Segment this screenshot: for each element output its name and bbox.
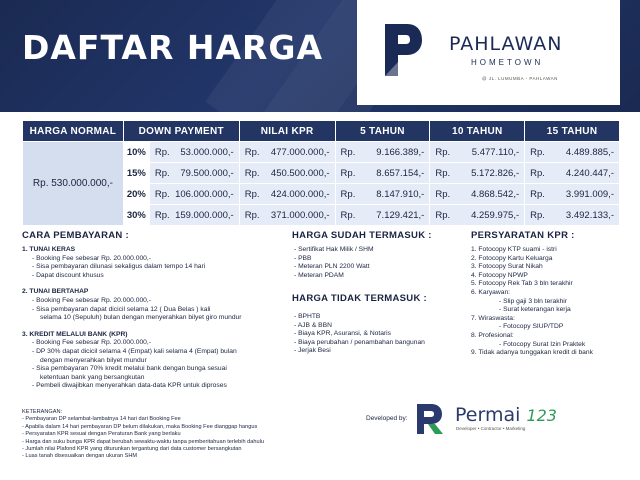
keterangan-heading: KETERANGAN:	[22, 409, 63, 415]
angsuran-10-tahun-cell	[430, 142, 525, 163]
header-15-tahun: 15 TAHUN	[525, 121, 620, 142]
amount-value: 477.000.000,-	[270, 146, 330, 158]
list-item: - Surat keterangan kerja	[499, 306, 571, 314]
list-item: ketentuan bank yang bersangkutan	[40, 373, 145, 381]
currency-label: Rp.	[340, 188, 356, 200]
tunai-keras-title: 1. TUNAI KERAS	[22, 246, 76, 253]
currency-label: Rp.	[154, 188, 170, 200]
list-item: selama 10 (Sepuluh) bulan dengan menyerahkan bilyet giro mundur	[40, 314, 242, 322]
currency-label: Rp.	[244, 209, 260, 221]
amount-value: 4.240.447,-	[565, 167, 614, 179]
amount-value: 4.489.885,-	[565, 146, 614, 158]
currency-label: Rp.	[340, 209, 356, 221]
currency-label: Rp.	[435, 188, 451, 200]
list-item: dengan menyerahkan bilyet mundur	[40, 356, 147, 364]
currency-label: Rp.	[435, 146, 451, 158]
angsuran-15-tahun-cell	[525, 142, 620, 163]
nilai-kpr-cell	[239, 163, 335, 184]
dp-percent-cell: 20%	[123, 184, 149, 205]
cara-pembayaran-heading: CARA PEMBAYARAN :	[22, 230, 129, 241]
dp-percent-cell: 30%	[123, 205, 149, 226]
down-payment-cell	[149, 163, 239, 184]
currency-label: Rp.	[154, 146, 170, 158]
list-item: - Jumlah nilai Plafond KPR yang diturunkan tergantung dari data customer bersangkutan	[22, 446, 242, 453]
nilai-kpr-cell	[239, 205, 335, 226]
termasuk-list	[294, 246, 454, 280]
brand-address: @ JL. LUMUMBA - PAHLAWAN	[482, 76, 558, 81]
list-item: - Jerjak Besi	[294, 347, 331, 355]
down-payment-cell	[149, 205, 239, 226]
header-nilai-kpr: NILAI KPR	[239, 121, 335, 142]
pahlawan-logo-icon	[381, 22, 423, 78]
tidak-termasuk-list	[294, 313, 464, 356]
list-item: - Slip gaji 3 bln terakhir	[499, 297, 568, 305]
header-10-tahun: 10 TAHUN	[430, 121, 525, 142]
amount-value: 79.500.000,-	[180, 167, 234, 179]
amount-value: 8.657.154,-	[376, 167, 425, 179]
amount-value: 53.000.000,-	[180, 146, 234, 158]
list-item: - Sisa pembayaran dilunasi sekaligus dalam tempo 14 hari	[32, 263, 206, 271]
list-item: - Persyaratan KPR sesuai dengan Peraturan Bank yang berlaku	[22, 431, 181, 438]
angsuran-15-tahun-cell	[525, 163, 620, 184]
angsuran-5-tahun-cell	[335, 163, 430, 184]
currency-label: Rp.	[530, 146, 545, 158]
list-item: 9. Tidak adanya tunggakan kredit di bank	[471, 349, 593, 357]
amount-value: 450.500.000,-	[270, 167, 330, 179]
permai-name-text: Permai	[455, 404, 521, 426]
list-item: - Apabila dalam 14 hari pembayaran DP belum dilakukan, maka Booking Fee dianggap hangus	[22, 423, 258, 430]
list-item: - Biaya KPR, Asuransi, & Notaris	[294, 330, 392, 338]
list-item: - BPHTB	[294, 313, 321, 320]
angsuran-15-tahun-cell	[525, 205, 620, 226]
kpr-title: 3. KREDIT MELALUI BANK (KPR)	[22, 330, 128, 338]
tunai-bertahap-title: 2. TUNAI BERTAHAP	[22, 288, 89, 296]
dp-percent-cell: 15%	[123, 163, 149, 184]
list-item: - AJB & BBN	[294, 321, 332, 329]
currency-label: Rp.	[530, 209, 545, 221]
list-item: 1. Fotocopy KTP suami - istri	[471, 246, 557, 253]
currency-label: Rp.	[154, 167, 170, 179]
list-item: 4. Fotocopy NPWP	[471, 271, 528, 279]
persyaratan-heading: PERSYARATAN KPR :	[471, 230, 575, 241]
list-item: 8. Profesional:	[471, 331, 514, 339]
list-item: - Fotocopy Surat Izin Praktek	[499, 340, 586, 348]
permai-brand-name	[455, 404, 557, 426]
currency-label: Rp.	[435, 209, 451, 221]
harga-normal-cell: Rp. 530.000.000,-	[23, 142, 124, 226]
list-item: - Harga dan suku bunga KPR dapat berubah sewaktu-waktu tanpa pemberitahuan terlebih dahulu	[22, 438, 264, 445]
dp-percent-cell: 10%	[123, 142, 149, 163]
amount-value: 5.477.110,-	[471, 146, 520, 158]
cara-pembayaran-block	[22, 246, 282, 391]
table-row	[23, 142, 620, 163]
currency-label: Rp.	[340, 146, 356, 158]
list-item: 7. Wiraswasta:	[471, 314, 515, 322]
price-table	[22, 120, 620, 226]
amount-value: 3.492.133,-	[565, 209, 614, 221]
permai-logo-icon	[413, 402, 445, 436]
header-banner	[0, 0, 640, 112]
header-harga-normal: HARGA NORMAL	[23, 121, 124, 142]
list-item: - Sisa pembayaran dapat dicicil selama 12 ( Dua Belas ) kali	[32, 305, 211, 313]
nilai-kpr-cell	[239, 142, 335, 163]
nilai-kpr-cell	[239, 184, 335, 205]
currency-label: Rp.	[244, 167, 260, 179]
down-payment-cell	[149, 142, 239, 163]
list-item: - Pembayaran DP selambat-lambatnya 14 hari dari Booking Fee	[22, 416, 181, 423]
list-item: - Biaya perubahan / penambahan bangunan	[294, 338, 425, 346]
angsuran-15-tahun-cell	[525, 184, 620, 205]
amount-value: 5.172.826,-	[471, 167, 520, 179]
keterangan-block	[22, 409, 264, 461]
down-payment-cell	[149, 184, 239, 205]
list-item: - Booking Fee sebesar Rp. 20.000.000,-	[32, 254, 151, 262]
amount-value: 4.259.975,-	[471, 209, 520, 221]
list-item: - Sertifikat Hak Milik / SHM	[294, 246, 374, 253]
angsuran-10-tahun-cell	[430, 184, 525, 205]
amount-value: 3.991.009,-	[565, 188, 614, 200]
list-item: - Booking Fee sebesar Rp. 20.000.000,-	[32, 296, 151, 304]
list-item: - Luas tanah disesuaikan dengan ukuran SHM	[22, 453, 138, 460]
developed-by-label: Developed by:	[366, 415, 408, 422]
list-item: - Dapat discount khusus	[32, 271, 104, 279]
persyaratan-list	[471, 246, 631, 358]
list-item: - Pembeli diwajibkan menyerahkan data-data KPR untuk diproses	[32, 382, 227, 390]
amount-value: 8.147.910,-	[376, 188, 425, 200]
currency-label: Rp.	[154, 209, 170, 221]
amount-value: 371.000.000,-	[270, 209, 330, 221]
brand-subtitle: HOMETOWN	[471, 58, 544, 67]
permai-tagline: Developer • Contractor • Marketing	[456, 426, 526, 431]
list-item: 2. Fotocopy Kartu Keluarga	[471, 254, 553, 262]
amount-value: 159.000.000,-	[175, 209, 234, 221]
list-item: - Sisa pembayaran 70% kredit melalui bank dengan bunga sesuai	[32, 365, 227, 373]
currency-label: Rp.	[244, 146, 260, 158]
angsuran-10-tahun-cell	[430, 205, 525, 226]
permai-name-number: 123	[526, 406, 557, 425]
amount-value: 9.166.389,-	[376, 146, 425, 158]
angsuran-10-tahun-cell	[430, 163, 525, 184]
brand-logo-box	[357, 0, 620, 105]
header-5-tahun: 5 TAHUN	[335, 121, 430, 142]
list-item: - Meteran PDAM	[294, 271, 344, 279]
amount-value: 7.129.421,-	[376, 209, 425, 221]
list-item: - DP 30% dapat dicicil selama 4 (Empat) kali selama 4 (Empat) bulan	[32, 347, 237, 355]
tidak-termasuk-heading: HARGA TIDAK TERMASUK :	[292, 293, 428, 304]
list-item: - Booking Fee sebesar Rp. 20.000.000,-	[32, 339, 151, 347]
currency-label: Rp.	[435, 167, 451, 179]
list-item: - Meteran PLN 2200 Watt	[294, 263, 370, 271]
angsuran-5-tahun-cell	[335, 184, 430, 205]
amount-value: 4.868.542,-	[471, 188, 520, 200]
list-item: 6. Karyawan:	[471, 288, 511, 296]
currency-label: Rp.	[340, 167, 356, 179]
header-down-payment: DOWN PAYMENT	[123, 121, 239, 142]
amount-value: 424.000.000,-	[270, 188, 330, 200]
list-item: - PBB	[294, 254, 312, 262]
angsuran-5-tahun-cell	[335, 142, 430, 163]
table-header-row	[23, 121, 620, 142]
amount-value: 106.000.000,-	[175, 188, 234, 200]
list-item: - Fotocopy SIUP/TDP	[499, 323, 564, 331]
angsuran-5-tahun-cell	[335, 205, 430, 226]
list-item: 5. Fotocopy Rek Tab 3 bln terakhir	[471, 280, 573, 288]
currency-label: Rp.	[244, 188, 260, 200]
brand-name: PAHLAWAN	[449, 33, 563, 55]
currency-label: Rp.	[530, 188, 545, 200]
page-title: DAFTAR HARGA	[22, 28, 324, 67]
termasuk-heading: HARGA SUDAH TERMASUK :	[292, 230, 432, 241]
list-item: 3. Fotocopy Surat Nikah	[471, 263, 543, 271]
currency-label: Rp.	[530, 167, 545, 179]
